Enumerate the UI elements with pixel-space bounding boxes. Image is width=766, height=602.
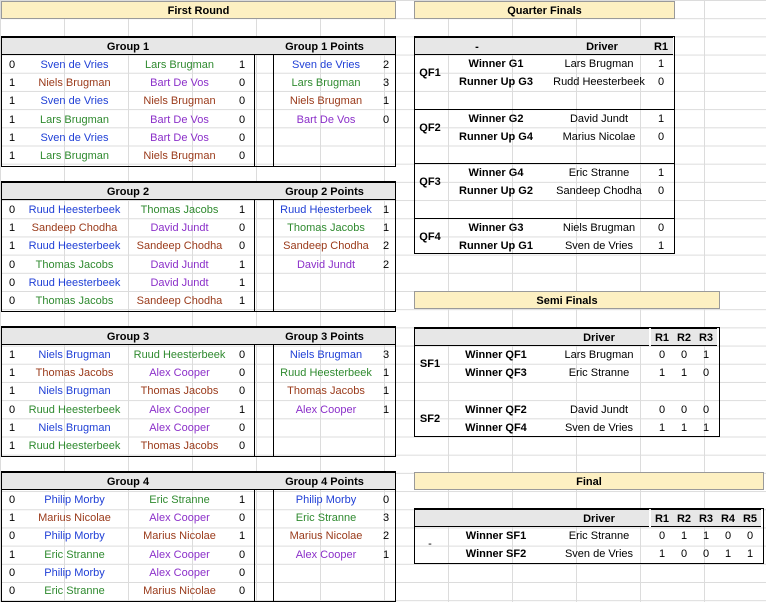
border-line [273,345,274,456]
match-score: 0 [8,530,16,543]
driver-name: David Jundt [569,112,629,125]
final-title: Final [414,472,764,490]
points-value: 1 [382,222,390,235]
race-result: 0 [657,130,665,143]
match-score: 0 [8,276,16,289]
group-title: Group 1 [2,37,254,55]
points-player: Alex Cooper [295,403,357,416]
points-value: 1 [382,548,390,561]
match-score: 0 [238,548,246,561]
blank-header [415,509,549,527]
race-result: 0 [657,76,665,89]
match-score: 0 [238,512,246,525]
quarter-finals-title: Quarter Finals [414,1,675,19]
player-name: Alex Cooper [149,421,210,434]
col-round: R1 [651,328,673,346]
race-result: 1 [680,367,688,380]
player-name: Thomas Jacobs [35,258,114,271]
group-points-title: Group 4 Points [254,472,395,490]
points-value: 2 [382,258,390,271]
player-name: Niels Brugman [38,421,111,434]
player-name: Thomas Jacobs [140,385,219,398]
race-result: 1 [702,422,710,435]
match-score: 1 [8,548,16,561]
match-score: 0 [238,385,246,398]
driver-name: Eric Stranne [568,167,630,180]
player-name: Eric Stranne [149,494,210,506]
match-score: 1 [238,204,246,216]
match-score: 1 [8,385,16,398]
player-name: Alex Cooper [149,512,210,525]
points-player: David Jundt [296,258,356,271]
race-result: 1 [746,548,754,561]
match-score: 0 [238,77,246,90]
player-name: Sandeep Chodha [31,222,118,235]
race-result: 1 [702,530,710,542]
points-value: 2 [382,530,390,543]
match-score: 0 [238,566,246,579]
player-name: Marius Nicolae [143,585,216,597]
player-name: Ruud Heesterbeek [28,204,121,216]
bracket-slot: Winner G1 [468,58,524,70]
driver-name: Niels Brugman [562,221,636,234]
player-name: Lars Brugman [39,150,110,162]
race-result: 1 [657,58,665,70]
player-name: Alex Cooper [149,367,210,380]
player-name: Philip Morby [44,530,105,543]
player-name: Bart De Vos [150,77,209,90]
match-score: 1 [8,512,16,525]
points-player: Lars Brugman [291,77,361,90]
match-score: 0 [8,494,16,506]
points-value: 1 [382,204,390,216]
match-score: 0 [238,585,246,597]
bracket-slot: Winner G3 [468,221,524,234]
driver-name: Sven de Vries [564,548,634,561]
player-name: Sandeep Chodha [136,240,223,253]
driver-name: Rudd Heesterbeek [553,76,645,89]
points-value: 1 [382,385,390,398]
bracket-slot: Runner Up G3 [459,76,533,89]
match-score: 0 [238,222,246,235]
player-name: Ruud Heesterbeek [133,349,226,361]
group-title: Group 4 [2,472,254,490]
bracket-slot: Winner QF4 [465,422,527,435]
match-score: 0 [238,150,246,162]
points-value: 0 [382,113,390,126]
race-result: 0 [658,530,666,542]
player-name: Thomas Jacobs [35,367,114,380]
points-player: Marius Nicolae [289,530,363,543]
player-name: Alex Cooper [149,548,210,561]
points-player: Bart De Vos [296,113,356,126]
player-name: Sven de Vries [40,59,109,71]
driver-name: Lars Brugman [564,349,634,361]
points-value: 3 [382,349,390,361]
player-name: Bart De Vos [150,131,209,144]
points-player: Alex Cooper [295,548,357,561]
driver-name: Lars Brugman [564,58,634,70]
match-score: 0 [8,403,16,416]
player-name: Niels Brugman [38,349,111,361]
match-score: 0 [238,131,246,144]
bracket-slot: Runner Up G2 [459,185,533,198]
race-result: 1 [658,548,666,561]
race-result: 0 [680,548,688,561]
player-name: Thomas Jacobs [140,440,219,452]
match-score: 0 [8,59,16,71]
match-score: 0 [238,349,246,361]
match-score: 1 [8,349,16,361]
bracket-slot: Winner SF1 [465,530,527,542]
border-line [254,490,255,601]
player-name: David Jundt [150,258,209,271]
match-score: 1 [8,440,16,452]
player-name: Niels Brugman [38,77,111,90]
border-line [254,200,255,311]
points-value: 1 [382,367,390,380]
driver-name: Sven de Vries [564,240,634,252]
player-name: Eric Stranne [44,585,105,597]
race-result: 0 [702,367,710,380]
points-player: Thomas Jacobs [287,385,365,398]
race-result: 0 [658,404,666,416]
match-score: 1 [8,367,16,380]
race-result: 1 [702,349,710,361]
col-round: R4 [717,509,739,527]
player-name: David Jundt [150,222,209,235]
player-name: Marius Nicolae [143,530,216,543]
player-name: Ruud Heesterbeek [28,276,121,289]
match-score: 1 [8,77,16,90]
bracket-slot: Winner QF2 [465,404,527,416]
col-dash: - [415,37,539,55]
points-player: Ruud Heesterbeek [280,204,372,216]
race-result: 0 [746,530,754,542]
race-result: 0 [702,548,710,561]
match-score: 0 [238,421,246,434]
group-title: Group 2 [2,182,254,200]
points-value: 1 [382,403,390,416]
points-value: 2 [382,59,390,71]
bracket-slot: Winner QF3 [465,367,527,380]
points-player: Sandeep Chodha [283,240,369,253]
race-result: 0 [724,530,732,542]
col-round: R3 [695,509,717,527]
player-name: Niels Brugman [143,95,216,108]
points-player: Ruud Heesterbeek [280,367,372,380]
race-result: 0 [680,404,688,416]
player-name: Sven de Vries [40,131,109,144]
player-name: Thomas Jacobs [35,295,114,307]
border-line [254,345,255,456]
player-name: Sven de Vries [40,95,109,108]
race-result: 1 [680,530,688,542]
col-round: R2 [673,328,695,346]
points-value: 2 [382,240,390,253]
race-result: 0 [657,185,665,198]
race-result: 1 [657,240,665,252]
match-score: 0 [238,367,246,380]
points-value: 0 [382,494,390,506]
match-score: 1 [8,95,16,108]
col-driver: Driver [549,509,649,527]
first-round-title: First Round [1,1,396,19]
points-value: 1 [382,95,390,108]
bracket-slot: Winner QF1 [465,349,527,361]
player-name: Alex Cooper [149,403,210,416]
race-result: 0 [657,221,665,234]
player-name: Eric Stranne [44,548,105,561]
player-name: Marius Nicolae [38,512,111,525]
col-round: R3 [695,328,717,346]
player-name: Niels Brugman [143,150,216,162]
match-label: QF1 [419,67,441,79]
match-score: 0 [8,204,16,216]
race-result: 0 [680,349,688,361]
points-player: Thomas Jacobs [287,222,365,235]
group-title: Group 3 [2,327,254,345]
player-name: Lars Brugman [39,113,110,126]
col-round: R2 [673,509,695,527]
player-name: Ruud Heesterbeek [28,240,121,253]
match-label: QF4 [419,230,441,243]
points-player: Sven de Vries [291,59,361,71]
blank-header [415,328,549,346]
player-name: Lars Brugman [144,59,215,71]
match-score: 1 [8,222,16,235]
match-score: 0 [8,566,16,579]
player-name: Alex Cooper [149,566,210,579]
player-name: Bart De Vos [150,113,209,126]
match-score: 1 [8,240,16,253]
match-score: 1 [8,150,16,162]
player-name: David Jundt [150,276,209,289]
match-score: 0 [238,113,246,126]
race-result: 1 [724,548,732,561]
driver-name: Eric Stranne [568,367,630,380]
points-player: Philip Morby [295,494,357,506]
match-score: 0 [8,585,16,597]
race-result: 1 [658,367,666,380]
bracket-slot: Runner Up G4 [459,130,533,143]
race-result: 1 [680,422,688,435]
match-score: 1 [238,295,246,307]
player-name: Ruud Heesterbeek [28,403,121,416]
bracket-slot: Winner G2 [468,112,524,125]
bracket-slot: Runner Up G1 [459,240,533,252]
border-line [273,490,274,601]
driver-name: David Jundt [569,404,629,416]
match-score: 1 [8,113,16,126]
match-score: 1 [238,258,246,271]
col-driver: Driver [539,37,665,55]
match-label: SF1 [419,358,441,370]
match-score: 1 [238,276,246,289]
driver-name: Sven de Vries [564,422,634,435]
border-line [273,55,274,166]
match-score: 1 [238,59,246,71]
race-result: 0 [658,349,666,361]
match-score: 1 [8,131,16,144]
player-name: Sandeep Chodha [136,295,223,307]
match-score: 0 [8,295,16,307]
match-label: QF3 [419,176,441,189]
race-result: 1 [657,112,665,125]
player-name: Philip Morby [44,494,105,506]
points-player: Niels Brugman [289,349,363,361]
player-name: Ruud Heesterbeek [28,440,121,452]
driver-name: Sandeep Chodha [556,185,642,198]
col-r1: R1 [649,37,673,55]
race-result: 1 [657,167,665,180]
match-label: QF2 [419,121,441,134]
match-score: 0 [238,440,246,452]
match-label: SF2 [419,413,441,425]
match-score: 0 [238,240,246,253]
bracket-slot: Winner SF2 [465,548,527,561]
group-points-title: Group 3 Points [254,327,395,345]
col-round: R5 [739,509,761,527]
col-driver: Driver [549,328,649,346]
player-name: Philip Morby [44,566,105,579]
group-points-title: Group 1 Points [254,37,395,55]
bracket-slot: Winner G4 [468,167,524,180]
player-name: Niels Brugman [38,385,111,398]
points-value: 3 [382,77,390,90]
driver-name: Eric Stranne [568,530,630,542]
border-line [254,55,255,166]
group-points-title: Group 2 Points [254,182,395,200]
match-score: 0 [8,258,16,271]
race-result: 1 [658,422,666,435]
match-score: 0 [238,95,246,108]
race-result: 0 [702,404,710,416]
points-value: 3 [382,512,390,525]
border-line [273,200,274,311]
match-score: 1 [238,530,246,543]
points-player: Niels Brugman [289,95,363,108]
match-score: 1 [238,494,246,506]
semi-finals-title: Semi Finals [414,291,720,309]
col-round: R1 [651,509,673,527]
match-score: 1 [8,421,16,434]
match-score: 1 [238,403,246,416]
match-label: - [428,538,432,550]
points-player: Eric Stranne [295,512,357,525]
player-name: Thomas Jacobs [140,204,219,216]
driver-name: Marius Nicolae [562,130,636,143]
